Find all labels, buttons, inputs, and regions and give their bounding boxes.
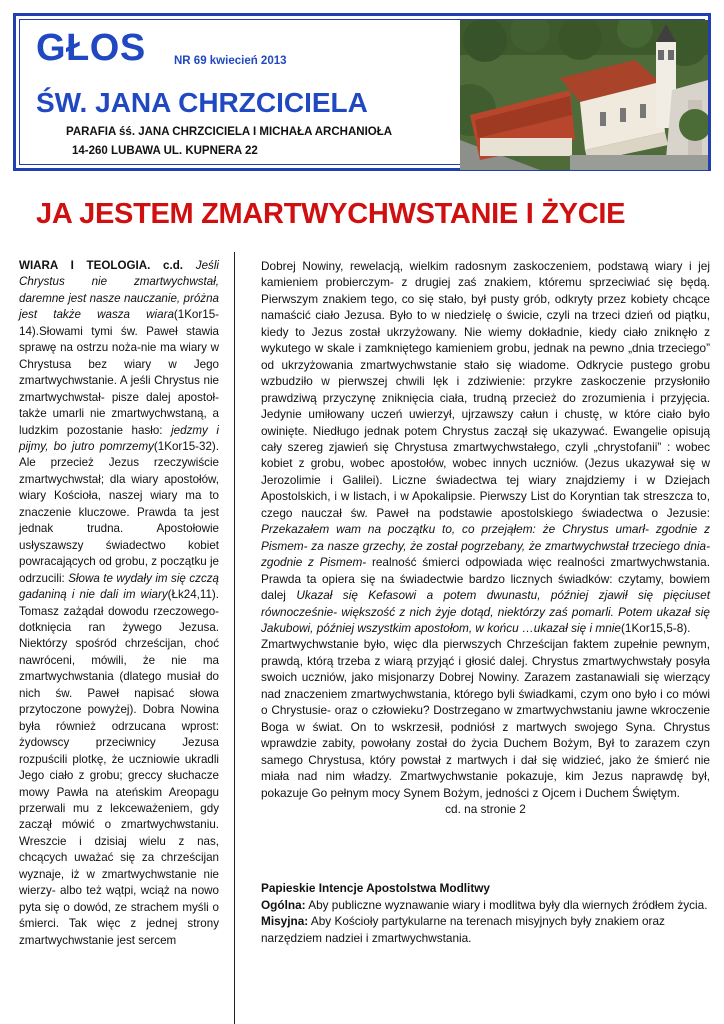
text-1: (1Kor15-14).Słowami tymi św. Paweł stawia sprawę na ostrzu noża-nie ma wiary w Chrystusa bez wiary w Jego zmartwychwstanie. A jeśli Chrystus nie zmartwychwstał- pisze dalej apostoł- także umarli nie zmartwychwstaną, a ludzkim pozostanie hasło: — [19, 308, 219, 437]
text-p1a: Dobrej Nowiny, rewelacją, wielkim radosnym zaskoczeniem, podstawą wiary i jej kamieniem probierczym- z drugiej zaś znakiem, któremu sprzeciwiać się będą. Pierwszym znakiem tego, co się stało, był pusty grób, odkryty przez kobiety chcące namaścić ciało Jezusa. Było to w niedzielę o świcie, czyli na trzeci dzień od piątku, kiedy to Jezus został ukrzyżowany. Nie wiemy dokładnie, kiedy ciało zniknęło z wykutego w skale i zamkniętego kamieniem grobu, jednak na pewno „dnia trzeciego” od ukrzyżowania zmartwychwstanie stało się wiadome. Odkrycie pustego grobu wzbudziło w pierwszej chwili lęk i zdziwienie: przykre zaskoczenie przysłoniło prawdziwą przyczynę zniknięcia ciała, trudną przecież do zrozumienia i przyjęcia. Jedynie umiłowany uczeń uwierzył, ujrzawszy całun i chustę, w które ciało było owinięte. Niedługo jednak potem Chrystus zaczął się ukazywać. Ewangelie opisują cały szereg zjawień się Chrystusa zmartwychwstałego, czyli „chrystofanii” : wobec kobiet z grobu, wobec apostołów, wobec innych uczniów. (Jezus ukazywał się w Jerozolimie i Galilei). Liczne świadectwa tej wiary znajdziemy i w Dziejach Apostolskich, i w listach, i w Apokalipsie. Pierwszy List do Koryntian tak streszcza to, czego nauczał św. Paweł na podstawie apostolskiego świadectwa o Jezusie: — [261, 259, 710, 520]
right-paragraph-1 — [261, 258, 710, 636]
prayer-intentions — [261, 880, 710, 946]
church-photo — [460, 20, 708, 170]
main-headline: JA JESTEM ZMARTWYCHWSTANIE I ŻYCIE — [36, 198, 626, 230]
text-3: (Łk24,11). Tomasz zażądał dowodu rzeczowego- dotknięcia ran żywego Jezusa. Niektórzy spośród chrześcijan, choć nawróceni, mówili, że nie ma zmartwychwstania (dlatego musiał do nich św. Paweł napisać słowa przytoczone powyżej). Dobra Nowina była również odrzucana wprost: żydowscy przeciwnicy Jezusa rozpuścili plotkę, że uczniowie ukradli Jego ciało z grobu; greccy słuchacze mowy Pawła na ateńskim Areopagu przerwali mu z lekceważeniem, gdy zaczął mówić o zmartwychwstaniu. Wreszcie i dzisiaj wielu z nas, chcących uważać się za chrześcijan wyznaje, iż w zmartwychwstanie nie wierzy- albo też wątpi, wciąż na nowo pyta się o dowód, ze strachem myśli o śmierci. Tak więc z jednej strony zmartwychwstanie jest sercem — [19, 588, 219, 947]
right-column — [261, 258, 710, 817]
text-p1b: realność śmierci odpowiada więc realności zmartwychwstania. Prawda ta opiera się na świadectwie bardzo licznych świadków: czytamy, bowiem dalej — [261, 555, 711, 603]
general-text: Aby publiczne wyznawanie wiary i modlitwa były dla wiernych źródłem życia. — [308, 897, 708, 912]
continued-note: cd. na stronie 2 — [445, 801, 526, 816]
quote-2: jedzmy i pijmy, bo jutro pomrzemy — [19, 423, 219, 453]
right-paragraph-2: Zmartwychwstanie było, więc dla pierwszych Chrześcijan faktem zupełnie pewnym, prawdą, którą trzeba z wiarą przyjąć i głosić dalej. Chrystus zmartwychwstały posyła swoich uczniów, jako misjonarzy Dobrej Nowiny. Zarazem zastanawiali się wierzący nad znaczeniem zmartwychwstania, którego byli świadkami, czym ono było i co mówi o Chrystusie- oraz o człowieku? Dostrzegano w zmartwychwstaniu jawne wkroczenie Boga w świat. On to wskrzesił, podniósł z martwych swojego Syna. Chrystus wprawdzie zabity, powołany został do życia Duchem Bożym, Był to zarazem czyn samego Chrystusa, który powstał z martwych i dał się widzieć, jako że śmierć nie miała nad nim władzy. Zmartwychwstanie pokazuje, kim Jezus naprawdę był, pokazuje Go pełnym mocy Synem Bożym, jedności z Ojcem i Duchem Świętym. — [261, 637, 710, 800]
intentions-title: Papieskie Intencje Apostolstwa Modlitwy — [261, 881, 490, 895]
text-p1c: (1Kor15,5-8). — [620, 620, 691, 635]
section-lead: WIARA I TEOLOGIA. c.d. — [19, 259, 184, 272]
column-divider — [234, 252, 235, 1024]
left-column — [19, 258, 219, 949]
masthead-title: GŁOS — [36, 27, 146, 69]
quote-3: Słowa te wydały im się czczą gadaniną i nie dali im wiary — [19, 571, 219, 602]
parish-address: 14-260 LUBAWA UL. KUPNERA 22 — [72, 145, 258, 157]
parish-name: PARAFIA śś. JANA CHRZCICIELA I MICHAŁA ARCHANIOŁA — [66, 126, 393, 138]
mission-text: Aby Kościoły partykularne na terenach misyjnych były znakiem oraz narzędziem nadziei i zmartwychwstania. — [261, 914, 665, 945]
general-label: Ogólna: — [261, 897, 306, 912]
mission-label: Misyjna: — [261, 914, 309, 928]
left-column-text — [19, 258, 219, 949]
quote-corinthians-2: Ukazał się Kefasowi a potem dwunastu, później zjawił się pięciuset równocześnie- większość z nich żyje dotąd, niektórzy zaś pomarli. Potem ukazał się Jakubowi, później wszystkim apostołom, w końcu …ukazał się i mnie — [261, 588, 710, 635]
quote-corinthians-1: Przekazałem wam na początku to, co przejąłem: że Chrystus umarł- zgodnie z Pismem- za nasze grzechy, że został pogrzebany, że zmartwychwstał trzeciego dnia- zgodnie z Pismem- — [261, 522, 710, 570]
issue-number: NR 69 kwiecień 2013 — [174, 55, 287, 67]
intention-general — [261, 897, 710, 914]
text-2: (1Kor15-32). Ale przecież Jezus rzeczywiście zmartwychwstał; dla wiary apostołów, wiary Kościoła, naszej wiary ma to znaczenie kluczowe. Prawda ta jest jednak trudna. Apostołowie usłyszawszy świadectwo kobiet powracających od grobu, z początku je odrzucili: — [19, 439, 219, 585]
intention-mission — [261, 913, 710, 946]
quote-1: Jeśli Chrystus nie zmartwychwstał, daremne jest nasze nauczanie, próżna jest także wasza wiara — [19, 259, 219, 322]
masthead-subtitle: ŚW. JANA CHRZCICIELA — [36, 87, 368, 118]
